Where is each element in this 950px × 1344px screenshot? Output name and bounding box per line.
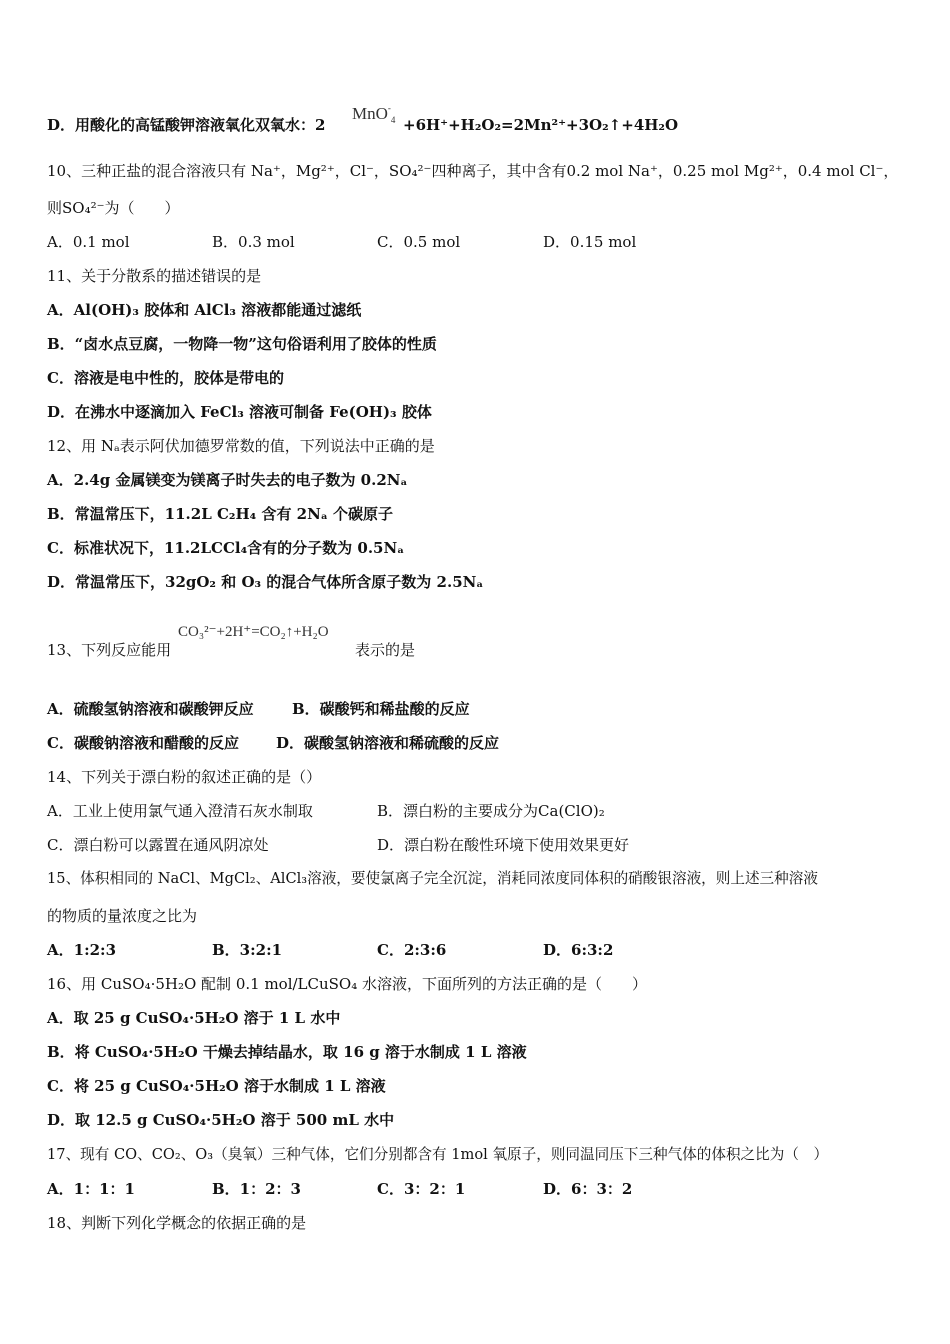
q14-option-c: C．漂白粉可以露置在通风阴凉处: [47, 836, 269, 854]
q9-option-d-label: D．: [47, 116, 76, 134]
q11-option-b: B．“卤水点豆腐，一物降一物”这句俗语利用了胶体的性质: [47, 335, 437, 353]
q16-option-a: A．取 25 g CuSO₄·5H₂O 溶于 1 L 水中: [47, 1009, 341, 1027]
q15-stem-line1: 15、体积相同的 NaCl、MgCl₂、AlCl₃溶液，要使氯离子完全沉淀，消耗同浓度同体积的硝酸银溶液，则上述三种溶液: [47, 870, 818, 887]
q13-option-b: B．碳酸钙和稀盐酸的反应: [292, 700, 470, 718]
mno4-subscript: 4: [390, 115, 396, 125]
q15-option-b: B．3:2:1: [212, 941, 283, 959]
q12-option-b: B．常温常压下，11.2L C₂H₄ 含有 2Nₐ 个碳原子: [47, 505, 394, 523]
q12-option-a: A．2.4g 金属镁变为镁离子时失去的电子数为 0.2Nₐ: [47, 471, 408, 489]
q17-option-c: C．3：2：1: [377, 1180, 466, 1198]
q17-option-b: B．1：2：3: [212, 1180, 301, 1198]
q13-stem-a: 13、下列反应能用: [47, 641, 172, 659]
q12-option-d: D．常温常压下，32gO₂ 和 O₃ 的混合气体所含原子数为 2.5Nₐ: [47, 573, 484, 591]
q14-option-b: B．漂白粉的主要成分为Ca(ClO)₂: [377, 802, 605, 820]
q11-option-d: D．在沸水中逐滴加入 FeCl₃ 溶液可制备 Fe(OH)₃ 胶体: [47, 403, 432, 421]
q11-stem: 11、关于分散系的描述错误的是: [47, 267, 262, 285]
q14-option-d: D．漂白粉在酸性环境下使用效果更好: [377, 836, 630, 854]
q18-stem: 18、判断下列化学概念的依据正确的是: [47, 1214, 307, 1232]
q10-option-c: C．0.5 mol: [377, 233, 461, 251]
q10-stem-line1: 10、三种正盐的混合溶液只有 Na⁺，Mg²⁺，Cl⁻，SO₄²⁻四种离子，其中含有0.2 mol Na⁺，0.25 mol Mg²⁺，0.4 mol Cl⁻，: [47, 162, 899, 180]
q15-stem-line2: 的物质的量浓度之比为: [47, 907, 198, 925]
q10-option-d: D．0.15 mol: [543, 233, 637, 251]
q17-stem: 17、现有 CO、CO₂、O₃（臭氧）三种气体，它们分别都含有 1mol 氧原子，则同温同压下三种气体的体积之比为（ ）: [47, 1146, 829, 1163]
q15-option-a: A．1:2:3: [47, 941, 117, 959]
q11-option-c: C．溶液是电中性的，胶体是带电的: [47, 369, 284, 387]
q16-stem: 16、用 CuSO₄·5H₂O 配制 0.1 mol/LCuSO₄ 水溶液，下面所列的方法正确的是（ ）: [47, 975, 648, 993]
q9-option-d-equation: +6H⁺+H₂O₂=2Mn²⁺+3O₂↑+4H₂O: [403, 116, 679, 134]
mno4-formula: [352, 104, 395, 124]
q13-ionic-equation: CO₃²⁻+2H⁺=CO₂↑+H₂O: [178, 624, 329, 640]
q15-option-d: D．6:3:2: [543, 941, 614, 959]
q10-stem-line2: 则SO₄²⁻为（ ）: [47, 199, 180, 217]
q14-option-a: A．工业上使用氯气通入澄清石灰水制取: [47, 802, 313, 820]
q17-option-a: A．1：1：1: [47, 1180, 135, 1198]
q13-option-d: D．碳酸氢钠溶液和稀硫酸的反应: [276, 734, 500, 752]
q15-option-c: C．2:3:6: [377, 941, 447, 959]
q12-option-c: C．标准状况下，11.2LCCl₄含有的分子数为 0.5Nₐ: [47, 539, 405, 557]
q9-option-d: [47, 115, 325, 135]
q16-option-c: C．将 25 g CuSO₄·5H₂O 溶于水制成 1 L 溶液: [47, 1077, 386, 1095]
q13-option-a: A．硫酸氢钠溶液和碳酸钾反应: [47, 700, 254, 718]
q12-stem: 12、用 Nₐ表示阿伏加德罗常数的值，下列说法中正确的是: [47, 437, 435, 455]
q10-option-a: A．0.1 mol: [47, 233, 130, 251]
mno4-charge: -: [387, 103, 391, 113]
q16-option-b: B．将 CuSO₄·5H₂O 干燥去掉结晶水，取 16 g 溶于水制成 1 L 溶液: [47, 1043, 527, 1061]
q11-option-a: A．Al(OH)₃ 胶体和 AlCl₃ 溶液都能通过滤纸: [47, 301, 362, 319]
q14-stem: 14、下列关于漂白粉的叙述正确的是（）: [47, 768, 322, 786]
q16-option-d: D．取 12.5 g CuSO₄·5H₂O 溶于 500 mL 水中: [47, 1111, 395, 1129]
q13-stem-b: 表示的是: [355, 641, 416, 659]
q17-option-d: D．6：3：2: [543, 1180, 633, 1198]
mno4-base: MnO: [352, 104, 388, 123]
q13-option-c: C．碳酸钠溶液和醋酸的反应: [47, 734, 239, 752]
q9-option-d-text: 用酸化的高锰酸钾溶液氧化双氧水：2: [75, 116, 326, 134]
q10-option-b: B．0.3 mol: [212, 233, 295, 251]
